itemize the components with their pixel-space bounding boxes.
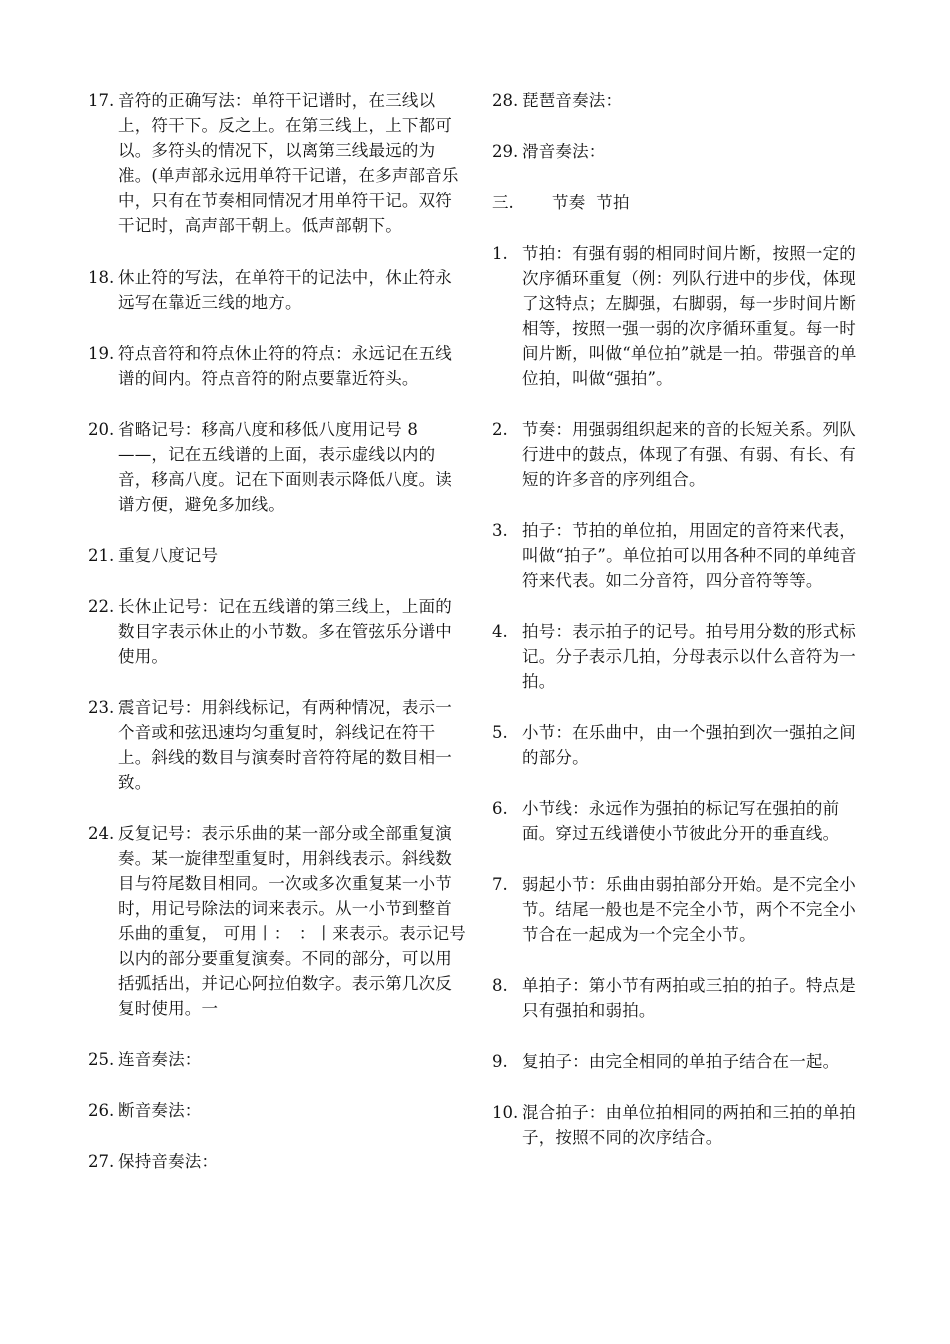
item-number: 22.	[88, 597, 115, 616]
item-number: 3.	[492, 521, 508, 540]
list-item	[492, 88, 872, 113]
list-item	[492, 720, 872, 770]
section-heading	[492, 190, 872, 215]
item-number: 17.	[88, 91, 115, 110]
item-number: 19.	[88, 344, 115, 363]
section-number: 三.	[492, 193, 514, 212]
item-text: 长休止记号：记在五线谱的第三线上，上面的数目字表示休止的小节数。多在管弦乐分谱中使用。	[118, 597, 452, 666]
list-item	[88, 88, 468, 238]
item-number: 28.	[492, 91, 519, 110]
item-number: 6.	[492, 799, 508, 818]
item-number: 25.	[88, 1050, 115, 1069]
item-number: 23.	[88, 698, 115, 717]
list-item	[492, 796, 872, 846]
list-item	[492, 1100, 872, 1150]
list-item	[88, 695, 468, 795]
item-number: 18.	[88, 268, 115, 287]
item-number: 27.	[88, 1152, 115, 1171]
item-text: 音符的正确写法：单符干记谱时，在三线以上，符干下。反之上。在第三线上，上下都可以。多符头的情况下，以离第三线最远的为准。(单声部永远用单符干记谱，在多声部音乐中，只有在节奏相同情况才用单符干记。双符干记时，高声部干朝上。低声部朝下。	[118, 91, 459, 235]
section-title: 节奏 节拍	[552, 193, 630, 212]
list-item	[88, 1047, 468, 1072]
list-item	[88, 1098, 468, 1123]
item-text: 连音奏法：	[118, 1050, 202, 1069]
list-item	[88, 1149, 468, 1174]
list-item	[88, 265, 468, 315]
item-text: 保持音奏法：	[118, 1152, 219, 1171]
list-item	[492, 139, 872, 164]
item-number: 5.	[492, 723, 508, 742]
item-number: 1.	[492, 244, 508, 263]
item-text: 弱起小节：乐曲由弱拍部分开始。是不完全小节。结尾一般也是不完全小节，两个不完全小节合在一起成为一个完全小节。	[522, 875, 856, 944]
list-item	[492, 417, 872, 492]
item-text: 小节线：永远作为强拍的标记写在强拍的前面。穿过五线谱使小节彼此分开的垂直线。	[522, 799, 840, 843]
list-item	[88, 821, 468, 1021]
item-text: 重复八度记号	[118, 546, 219, 565]
item-text: 节拍：有强有弱的相同时间片断，按照一定的次序循环重复（例：列队行进中的步伐，体现了这特点；左脚强，右脚弱，每一步时间片断相等，按照一强一弱的次序循环重复。每一时间片断，叫做“单位拍”就是一拍。带强音的单位拍，叫做“强拍”。	[522, 244, 857, 388]
item-number: 9.	[492, 1052, 508, 1071]
item-number: 29.	[492, 142, 519, 161]
item-text: 反复记号：表示乐曲的某一部分或全部重复演奏。某一旋律型重复时，用斜线表示。斜线数目与符尾数目相同。一次或多次重复某一小节时，用记号除法的词来表示。从一小节到整首乐曲的重复， 可用丨： ：丨来表示。表示记号以内的部分要重复演奏。不同的部分，可以用括弧括出，并记心阿拉伯数字。表示第几次反复时使用。一	[118, 824, 466, 1018]
item-text: 拍子：节拍的单位拍，用固定的音符来代表，叫做“拍子”。单位拍可以用各种不同的单纯音符来代表。如二分音符，四分音符等等。	[522, 521, 857, 590]
item-number: 26.	[88, 1101, 115, 1120]
list-item	[88, 594, 468, 669]
item-number: 2.	[492, 420, 508, 439]
item-text: 省略记号：移高八度和移低八度用记号 8——，记在五线谱的上面，表示虚线以内的音，移高八度。记在下面则表示降低八度。读谱方便，避免多加线。	[118, 420, 452, 514]
item-number: 20.	[88, 420, 115, 439]
item-number: 4.	[492, 622, 508, 641]
item-text: 符点音符和符点休止符的符点：永远记在五线谱的间内。符点音符的附点要靠近符头。	[118, 344, 452, 388]
list-item	[492, 872, 872, 947]
item-text: 节奏：用强弱组织起来的音的长短关系。列队行进中的鼓点，体现了有强、有弱、有长、有短的许多音的序列组合。	[522, 420, 856, 489]
list-item	[492, 241, 872, 391]
item-text: 混合拍子：由单位拍相同的两拍和三拍的单拍子，按照不同的次序结合。	[522, 1103, 856, 1147]
item-text: 琵琶音奏法：	[522, 91, 623, 110]
list-item	[492, 518, 872, 593]
item-number: 8.	[492, 976, 508, 995]
item-text: 小节：在乐曲中，由一个强拍到次一强拍之间的部分。	[522, 723, 856, 767]
list-item	[88, 543, 468, 568]
item-number: 7.	[492, 875, 508, 894]
list-item	[492, 973, 872, 1023]
item-text: 震音记号：用斜线标记，有两种情况，表示一个音或和弦迅速均匀重复时，斜线记在符干上。斜线的数目与演奏时音符符尾的数目相一致。	[118, 698, 452, 792]
item-number: 21.	[88, 546, 115, 565]
left-column	[88, 88, 468, 1174]
item-text: 拍号：表示拍子的记号。拍号用分数的形式标记。分子表示几拍，分母表示以什么音符为一拍。	[522, 622, 856, 691]
item-number: 10.	[492, 1103, 519, 1122]
item-number: 24.	[88, 824, 115, 843]
list-item	[88, 341, 468, 391]
list-item	[492, 619, 872, 694]
right-column	[492, 88, 872, 1150]
list-item	[88, 417, 468, 517]
list-item	[492, 1049, 872, 1074]
item-text: 休止符的写法，在单符干的记法中，休止符永远写在靠近三线的地方。	[118, 268, 452, 312]
item-text: 复拍子：由完全相同的单拍子结合在一起。	[522, 1052, 840, 1071]
item-text: 滑音奏法：	[522, 142, 606, 161]
item-text: 单拍子：第小节有两拍或三拍的拍子。特点是只有强拍和弱拍。	[522, 976, 856, 1020]
item-text: 断音奏法：	[118, 1101, 202, 1120]
